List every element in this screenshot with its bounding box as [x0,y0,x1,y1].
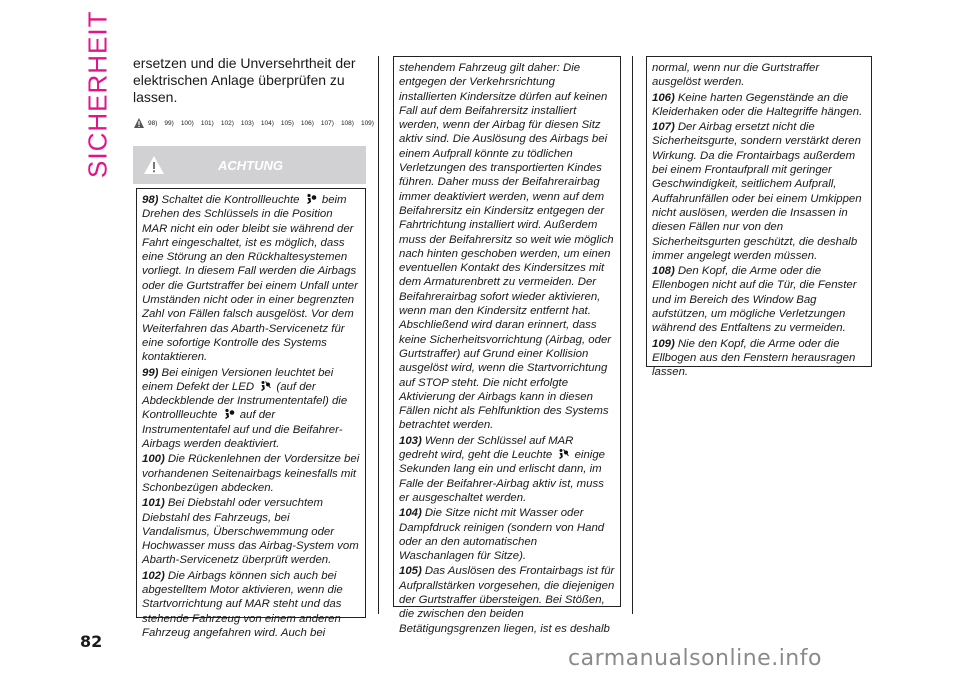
note-number: 108) [652,265,675,278]
note-103 [399,434,615,505]
section-title: SICHERHEIT [82,10,113,178]
passenger-airbag-off-icon [259,380,271,392]
note-number: 104) [399,507,422,520]
note-101 [142,496,360,567]
reference-99[interactable]: 99) [164,119,174,127]
note-text-cont: (auf der Abdeckblende der Instrumententafel) die Kontrollleuchte [142,380,348,422]
reference-98[interactable]: 98) [148,119,158,127]
note-text: Nie den Kopf, die Arme oder die Ellbogen aus den Fenstern herausragen lassen. [652,337,856,379]
note-text: Das Auslösen des Frontairbags ist für Aufprallstärken vorgesehen, die diejenigen der Gurtstraffer übersteigen. Bei Stößen, die zwischen den beiden Betätigungsgrenzen liegen, ist es deshalb [399,565,615,635]
warning-label: ACHTUNG [218,157,283,173]
note-text: Die Airbags können sich auch bei abgestelltem Motor aktivieren, wenn die Startvorrichtung auf MAR steht und das stehende Fahrzeug von einem anderen Fahrzeug angefahren wird. Auch bei [142,569,343,639]
reference-105[interactable]: 105) [280,119,294,127]
reference-100[interactable]: 100) [180,119,194,127]
airbag-warning-icon [223,408,235,420]
note-text: Schaltet die Kontrollleuchte [161,194,300,206]
intro-text: ersetzen und die Unversehrtheit der elektrischen Anlage überprüfen zu lassen. [133,55,356,105]
note-number: 101) [142,497,165,510]
note-106 [652,91,866,120]
note-108 [652,264,866,335]
column-divider [632,56,633,614]
warning-triangle-icon [143,154,165,176]
note-number: 106) [652,91,675,104]
column-divider [378,56,379,614]
note-text: Bei Diebstahl oder versuchtem Diebstahl des Fahrzeugs, bei Vandalismus, Überschwemmung oder Hochwasser muss das Airbag-System vom Abarth-Servicenetz überprüft werden. [142,497,359,567]
note-number: 102) [142,569,165,582]
note-104 [399,506,615,563]
note-105 [399,564,615,635]
note-number: 107) [652,121,675,134]
reference-102[interactable]: 102) [220,119,234,127]
note-text: Bei einigen Versionen leuchtet bei einem Defekt der LED [142,366,334,393]
note-number: 100) [142,453,165,466]
reference-list [133,116,373,130]
note-99 [142,366,360,452]
note-text: Wenn der Schlüssel auf MAR gedreht wird, geht die Leuchte [399,434,574,462]
note-number: 103) [399,434,422,447]
note-text: Die Rückenlehnen der Vordersitze bei vorhandenen Seitenairbags keinesfalls mit Schonbezügen abdecken. [142,453,360,494]
note-text-cont: einige Sekunden lang ein und erlischt dann, im Falle der Beifahrer-Airbag aktiv ist, muss er ausgeschaltet werden. [399,449,605,504]
note-text: Die Sitze nicht mit Wasser oder Dampfdruck reinigen (sondern von Hand oder an den automatischen Waschanlagen für Sitze). [399,507,605,563]
note-100 [142,452,360,495]
reference-109[interactable]: 109) [360,119,374,127]
page-number: 82 [80,632,103,651]
reference-103[interactable]: 103) [240,119,254,127]
note-text-cont: auf der Instrumententafel auf und die Beifahrer-Airbags werden deaktiviert. [142,409,343,451]
note-number: 109) [652,337,675,350]
note-98 [142,193,360,365]
reference-104[interactable]: 104) [260,119,274,127]
reference-101[interactable]: 101) [200,119,214,127]
note-text: Den Kopf, die Arme oder die Ellenbogen nicht auf die Tür, die Fenster und im Bereich des Window Bag aufstützen, um mögliche Verletzungen während des Entfaltens zu vermeiden. [652,265,857,335]
note-102-continued: stehendem Fahrzeug gilt daher: Die entgegen der Verkehrsrichtung installierten Kindersitze dürfen auf keinen Fall auf dem Beifahrersitz installiert werden, wenn der Airbag für diesen Sitz aktiv sind. Die Auslösung des Airbags bei einem Aufprall könnte zu tödlichen Verletzungen des transportierten Kindes führen. Daher muss der Beifahrerairbag immer deaktiviert werden, wenn auf dem Beifahrersitz ein Kindersitz entgegen der Fahrtrichtung installiert wird. Außerdem muss der Beifahrersitz so weit wie möglich nach hinten geschoben werden, um einen eventuellen Kontakt des Kindersitzes mit dem Armaturenbrett zu vermeiden. Der Beifahrerairbag sofort wieder aktivieren, wenn man den Kindersitz entfernt hat. Abschließend wird daran erinnert, dass keine Sicherheitsvorrichtung (Airbag, oder Gurtstraffer) auf Grund einer Kollision ausgelöst wird, wenn die Startvorrichtung auf STOP steht. Die nicht erfolgte Aktivierung der Airbags kann in diesen Fällen nicht als Fehlfunktion des Systems betrachtet werden. [399,62,614,432]
note-number: 99) [142,366,159,379]
note-number: 105) [399,565,422,578]
reference-106[interactable]: 106) [300,119,314,127]
note-text: Keine harten Gegenstände an die Kleiderhaken oder die Haltegriffe hängen. [652,91,863,118]
reference-108[interactable]: 108) [340,119,354,127]
warning-box-column-1 [136,188,366,639]
note-105-continued: normal, wenn nur die Gurtstraffer ausgelöst werden. [652,62,820,89]
note-102 [142,569,360,640]
note-number: 98) [142,194,159,206]
watermark: carmanualsonline.info [568,646,822,671]
note-text: Der Airbag ersetzt nicht die Sicherheitsgurte, sondern verstärkt deren Wirkung. Da die Frontairbags außerdem bei einem Frontaufprall mit geringer Geschwindigkeit, seitlichem Aufprall, Auffahrunfällen oder bei einem Umkippen nicht auslösen, werden die Insassen in diesen Fällen nur von den Sicherheitsgurten geschützt, die deshalb immer angelegt werden müssen. [652,121,862,262]
note-107 [652,120,866,263]
airbag-warning-icon [305,193,317,205]
reference-107[interactable]: 107) [320,119,334,127]
note-109 [652,337,866,380]
warning-header [133,146,366,184]
warning-box-column-2 [393,56,621,635]
warning-reference-icon [133,117,145,129]
note-text-cont: beim Drehen des Schlüssels in die Position MAR nicht ein oder bleibt sie während der Fahrt eingeschaltet, ist es möglich, dass eine Störung an den Rückhaltesystemen vorliegt. In diesem Fall werden die Airbags oder die Gurtstraffer bei einem Unfall unter Umständen nicht oder in einer begrenzten Zahl von Fällen falsch ausgelöst. Vor dem Weiterfahren das Abarth-Servicenetz für eine sofortige Kontrolle des Systems kontaktieren. [142,194,358,364]
warning-box-column-3 [646,56,872,379]
passenger-airbag-off-icon [557,448,569,460]
